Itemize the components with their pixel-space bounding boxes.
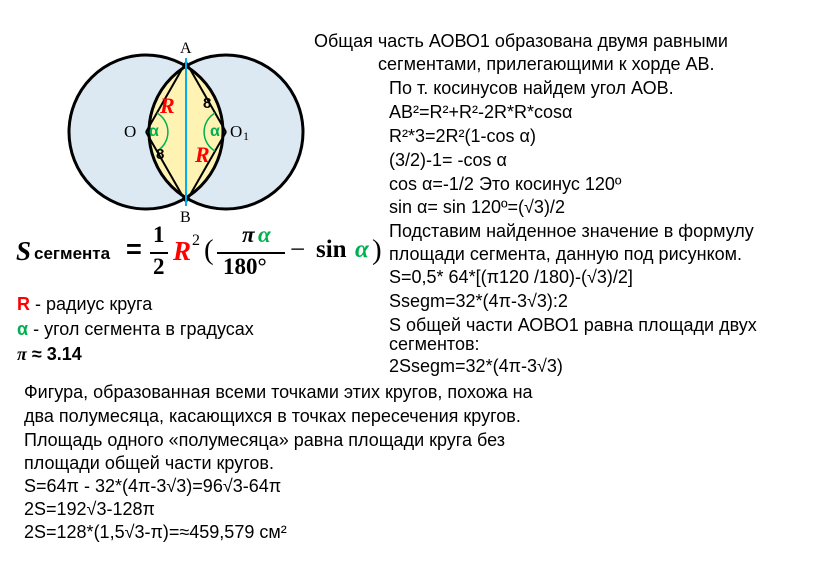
legend-alpha <box>17 318 254 340</box>
formula-denominator-1: 2 <box>153 254 165 279</box>
formula-left-paren: ( <box>204 234 214 266</box>
alpha-label-right: α <box>210 123 220 140</box>
legend-radius-text: - радиус круга <box>30 294 153 314</box>
formula-subscript: сегмента <box>34 244 111 263</box>
bottom-line-2: Площадь одного «полумесяца» равна площади круга без <box>24 430 505 450</box>
radius-label-right: R <box>195 142 210 167</box>
length-label-top: 8 <box>203 95 212 112</box>
bottom-line-1: два полумесяца, касающихся в точках пересечения кругов. <box>24 406 521 426</box>
bottom-line-4: S=64π - 32*(4π-3√3)=96√3-64π <box>24 476 282 496</box>
right-line-2: По т. косинусов найдем угол АОВ. <box>389 78 674 98</box>
bottom-line-6: 2S=128*(1,5√3-π)=≈459,579 см² <box>24 522 287 542</box>
legend-pi-symbol: π <box>17 344 27 364</box>
right-line-5: (3/2)-1= -cos α <box>389 150 507 170</box>
formula-R: R <box>173 236 192 266</box>
legend-alpha-symbol: α <box>17 319 29 339</box>
length-label-bottom: 8 <box>156 146 165 163</box>
formula-pi: π <box>242 222 255 247</box>
formula-sin: sin <box>316 236 347 263</box>
point-O1-subscript: 1 <box>243 129 249 143</box>
right-line-8: Подставим найденное значение в формулу <box>389 221 754 241</box>
formula-right-paren: ) <box>372 234 382 266</box>
formula-alpha: α <box>258 222 271 247</box>
right-line-13: сегментов: <box>389 334 480 354</box>
formula-R-exponent: 2 <box>192 232 200 249</box>
formula-numerator-1: 1 <box>153 222 165 247</box>
legend-pi <box>17 343 82 365</box>
radius-label-left: R <box>160 93 175 118</box>
right-line-11: Ssegm=32*(4π-3√3):2 <box>389 291 568 311</box>
right-line-0: Общая часть АОВО1 образована двумя равными <box>314 31 728 51</box>
formula-denominator-2: 180° <box>223 254 267 279</box>
right-line-6: cos α=-1/2 Это косинус 120º <box>389 174 622 194</box>
right-line-3: AB²=R²+R²-2R*R*cosα <box>389 102 573 122</box>
bottom-line-3: площади общей части кругов. <box>24 453 274 473</box>
right-line-9: площади сегмента, данную под рисунком. <box>389 244 743 264</box>
formula-minus: − <box>290 234 306 264</box>
point-O1-label: O <box>230 122 243 141</box>
bottom-line-0: Фигура, образованная всеми точками этих кругов, похожа на <box>24 382 533 402</box>
formula-alpha-2: α <box>355 236 369 263</box>
legend-radius <box>17 293 152 315</box>
right-line-4: R²*3=2R²(1-cos α) <box>389 126 536 146</box>
point-O-label: O <box>124 122 137 141</box>
formula-equals: = <box>126 234 142 264</box>
right-line-1: сегментами, прилегающими к хорде АВ. <box>378 54 715 74</box>
legend-radius-symbol: R <box>17 294 30 314</box>
right-line-14: 2Ssegm=32*(4π-3√3) <box>389 356 563 376</box>
bottom-line-5: 2S=192√3-128π <box>24 499 155 519</box>
formula-S: S <box>16 236 32 266</box>
point-B-label: B <box>180 209 191 226</box>
alpha-label-left: α <box>149 123 159 140</box>
point-A-label: A <box>180 40 192 57</box>
legend-alpha-text: - угол сегмента в градусах <box>28 319 254 339</box>
legend-pi-text: ≈ 3.14 <box>26 344 82 364</box>
right-line-7: sin α= sin 120º=(√3)/2 <box>389 197 565 217</box>
right-line-12: S общей части АОВО1 равна площади двух <box>389 315 757 335</box>
right-line-10: S=0,5* 64*[(π120 /180)-(√3)/2] <box>389 267 633 287</box>
